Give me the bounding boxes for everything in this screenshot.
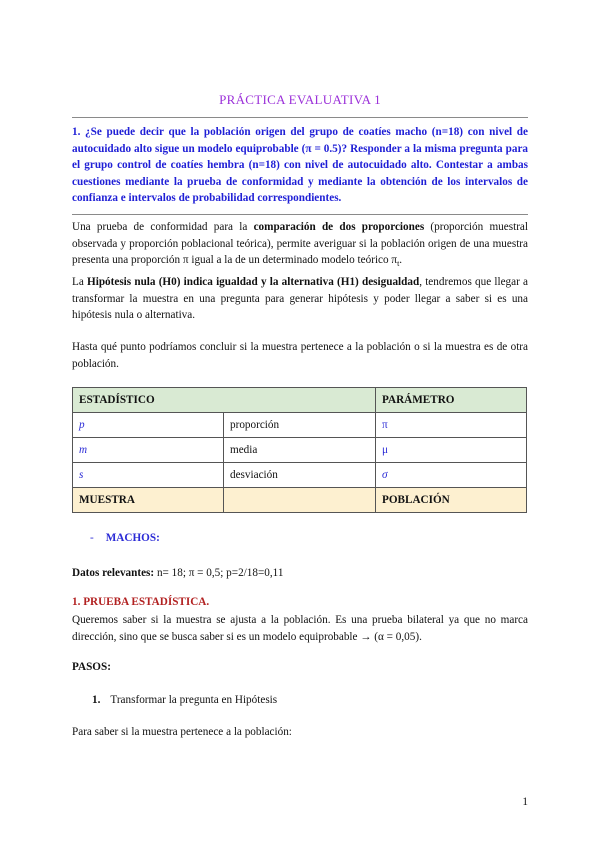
intro-p1-text-d: .: [399, 254, 403, 266]
table-cell: proporción: [224, 413, 376, 438]
intro-paragraph-2: [72, 274, 528, 324]
divider-top: [72, 117, 528, 118]
divider-bottom: [72, 214, 528, 215]
table-cell: π: [376, 413, 527, 438]
table-row: [73, 413, 527, 438]
machos-label: MACHOS:: [105, 532, 160, 544]
table-footer-row: [73, 488, 527, 513]
intro-paragraph-1: [72, 219, 528, 273]
table-cell: media: [224, 438, 376, 463]
datos-value: n= 18; π = 0,5; p=2/18=0,11: [154, 567, 284, 579]
table-cell: p: [73, 413, 224, 438]
step-1-text: Transformar la pregunta en Hipótesis: [110, 694, 278, 706]
table-cell: desviación: [224, 463, 376, 488]
intro-p1-bold: comparación de dos proporciones: [253, 221, 425, 233]
table-cell: μ: [376, 438, 527, 463]
header-parametro: PARÁMETRO: [376, 388, 527, 413]
bullet-dash: -: [90, 532, 94, 544]
intro-p1-text-a: Una prueba de conformidad para la: [72, 221, 254, 233]
table-cell: σ: [376, 463, 527, 488]
intro-p1-subscript: t: [397, 259, 400, 269]
table-header-row: [73, 388, 527, 413]
statistic-parameter-table: [72, 387, 527, 513]
intro-p2-bold: Hipótesis nula (H0) indica igualdad y la alternativa (H1) desigualdad: [87, 276, 420, 288]
intro-p2-text-c: , tendremos que llegar a transformar la muestra en una pregunta para generar hipótesis y poder llegar a saber si es una hipótesis nula o alternativa.: [72, 276, 528, 321]
datos-relevantes: [72, 565, 528, 582]
footer-muestra: MUESTRA: [73, 488, 224, 513]
intro-p2-text-a: La: [72, 276, 88, 288]
machos-bullet: [90, 532, 160, 544]
footer-empty: [224, 488, 376, 513]
intro-paragraph-3: Hasta qué punto podríamos concluir si la muestra pertenece a la población o si la muestra es de otra población.: [72, 341, 528, 370]
pasos-heading: PASOS:: [72, 661, 111, 673]
page-number: 1: [522, 796, 528, 808]
footer-poblacion: POBLACIÓN: [376, 488, 527, 513]
page-title: PRÁCTICA EVALUATIVA 1: [219, 92, 381, 107]
question-text: 1. ¿Se puede decir que la población origen del grupo de coatíes macho (n=18) con nivel de autocuidado alto sigue un modelo equiprobable (π = 0.5)? Responder a la misma pregunta para el grupo control de coatíes hembra (n=18) con nivel de autocuidado alto. Contestar a ambas cuestiones mediante la prueba de conformidad y mediante la obtención de los intervalos de confianza e intervalos de probabilidad correspondientes.: [72, 126, 528, 204]
section-heading-prueba: 1. PRUEBA ESTADÍSTICA.: [72, 596, 210, 608]
intro-p1-text-c: (proporción muestral observada y proporción poblacional teórica), permite averiguar si la población origen de una muestra presenta una proporción π igual a la de un determinado modelo teórico π: [72, 221, 528, 266]
table-row: [73, 438, 527, 463]
table-cell: s: [73, 463, 224, 488]
table-row: [73, 463, 527, 488]
step-1: [92, 694, 277, 706]
section1-text: Queremos saber si la muestra se ajusta a la población. Es una prueba bilateral ya que no marca dirección, sino que se busca saber si es un modelo equiprobable → (α = 0,05).: [72, 614, 528, 643]
header-estadistico: ESTADÍSTICO: [73, 388, 376, 413]
step-1-number: 1.: [92, 694, 101, 706]
final-paragraph: Para saber si la muestra pertenece a la población:: [72, 726, 292, 738]
datos-label: Datos relevantes:: [72, 567, 155, 579]
table-cell: m: [73, 438, 224, 463]
